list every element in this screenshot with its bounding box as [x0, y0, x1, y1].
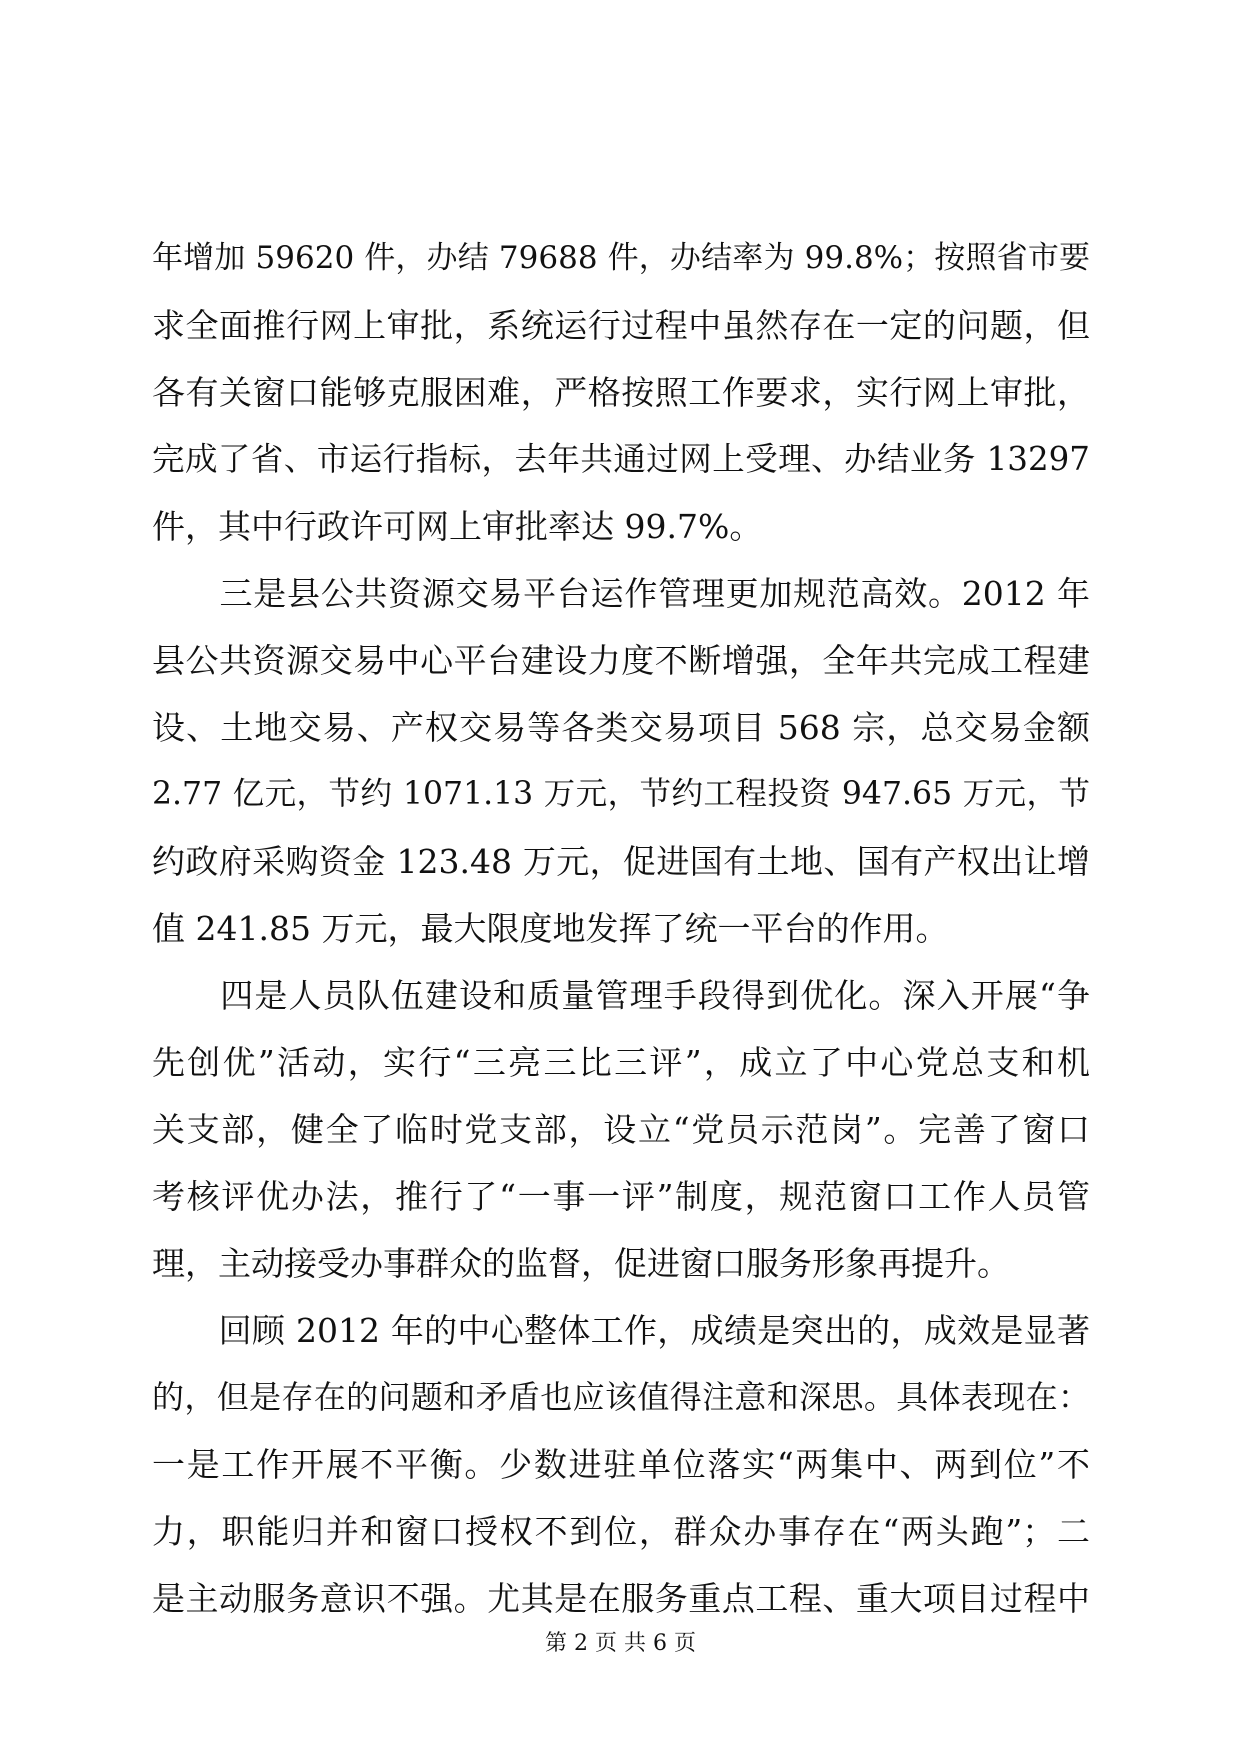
text-line: 2.77 亿元，节约 1071.13 万元，节约工程投资 947.65 万元，节: [152, 776, 1090, 812]
text-line: 一是工作开展不平衡。少数进驻单位落实“两集中、两到位”不: [152, 1445, 1090, 1484]
text-line: 四是人员队伍建设和质量管理手段得到优化。深入开展“争: [152, 976, 1090, 1015]
page-footer: 第 2 页 共 6 页: [545, 1631, 696, 1656]
text-line: 县公共资源交易中心平台建设力度不断增强，全年共完成工程建: [152, 641, 1090, 680]
text-line: 约政府采购资金 123.48 万元，促进国有土地、国有产权出让增: [152, 842, 1090, 881]
text-line: 先创优”活动，实行“三亮三比三评”，成立了中心党总支和机: [152, 1043, 1090, 1082]
text-line: 求全面推行网上审批，系统运行过程中虽然存在一定的问题，但: [152, 306, 1090, 345]
text-line: 力，职能归并和窗口授权不到位，群众办事存在“两头跑”；二: [152, 1512, 1090, 1551]
text-line: 是主动服务意识不强。尤其是在服务重点工程、重大项目过程中: [152, 1579, 1090, 1618]
text-line: 考核评优办法，推行了“一事一评”制度，规范窗口工作人员管: [152, 1177, 1090, 1216]
text-line: 设、土地交易、产权交易等各类交易项目 568 宗，总交易金额: [152, 708, 1090, 747]
text-line: 完成了省、市运行指标，去年共通过网上受理、办结业务 13297: [152, 440, 1090, 478]
text-line: 回顾 2012 年的中心整体工作，成绩是突出的，成效是显著: [152, 1311, 1090, 1350]
text-line: 年增加 59620 件，办结 79688 件，办结率为 99.8%；按照省市要: [152, 240, 1090, 276]
text-line: 值 241.85 万元，最大限度地发挥了统一平台的作用。: [152, 909, 949, 948]
text-line: 各有关窗口能够克服困难，严格按照工作要求，实行网上审批，: [152, 373, 1090, 412]
document-body: [152, 225, 1090, 1632]
text-line: 的，但是存在的问题和矛盾也应该值得注意和深思。具体表现在：: [152, 1378, 1090, 1416]
text-line: 三是县公共资源交易平台运作管理更加规范高效。2012 年: [152, 574, 1090, 613]
text-line: 关支部，健全了临时党支部，设立“党员示范岗”。完善了窗口: [152, 1110, 1090, 1149]
text-line: 件，其中行政许可网上审批率达 99.7%。: [152, 507, 763, 546]
text-line: 理，主动接受办事群众的监督，促进窗口服务形象再提升。: [152, 1244, 1010, 1283]
